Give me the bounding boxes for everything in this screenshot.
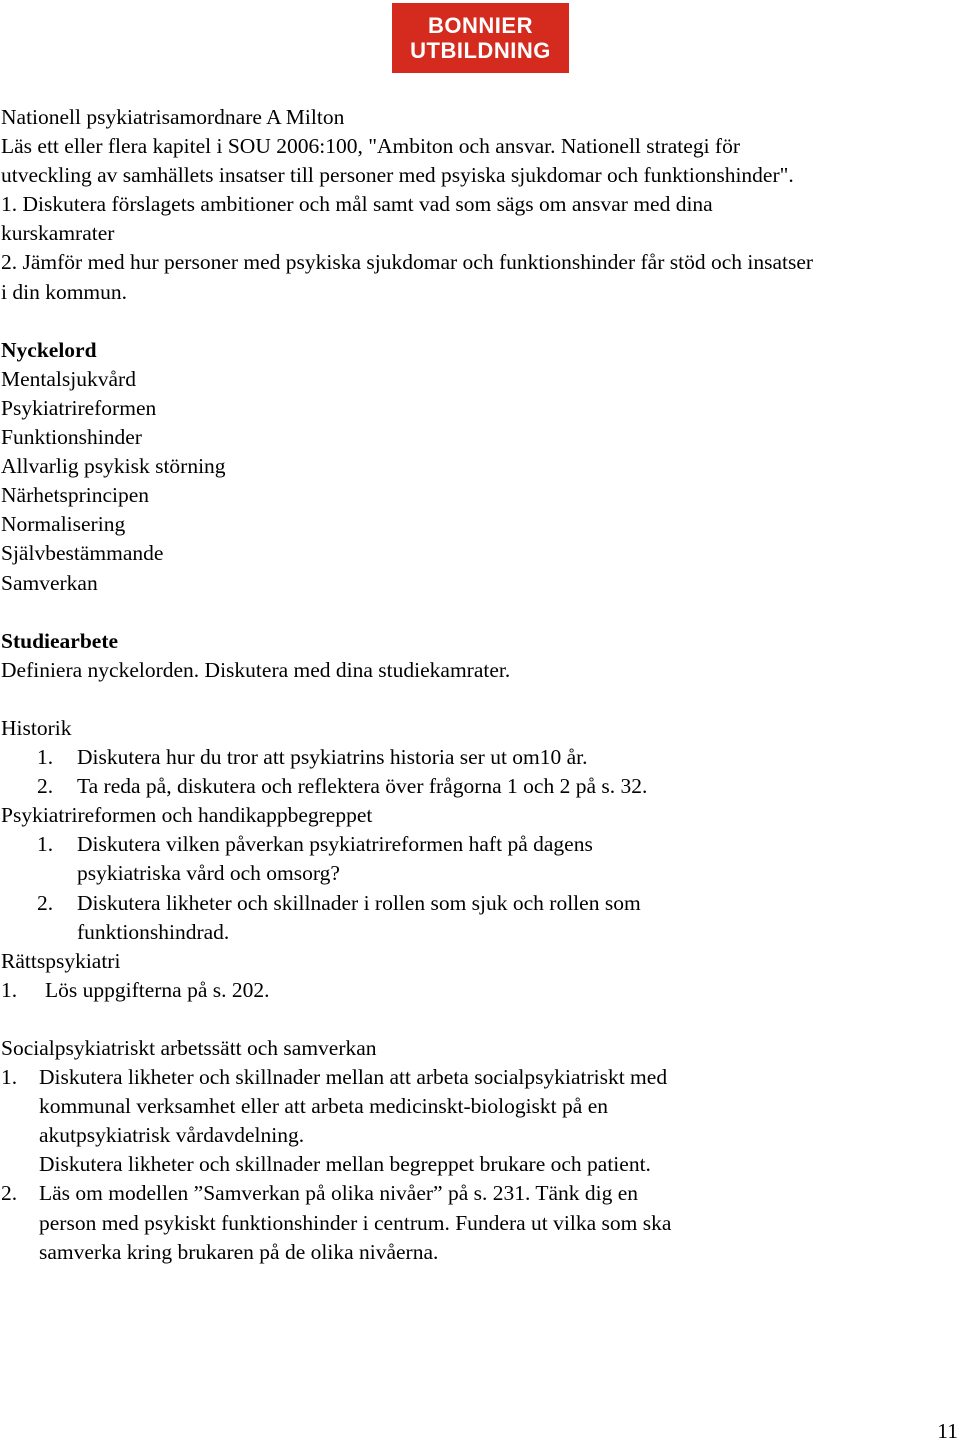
intro-line: 1. Diskutera förslagets ambitioner och mål samt vad som sägs om ansvar med dina xyxy=(1,192,713,217)
item-number: 1. xyxy=(1,1065,18,1090)
study-section xyxy=(1,627,956,685)
intro-line: Läs ett eller flera kapitel i SOU 2006:100, "Ambiton och ansvar. Nationell strategi för xyxy=(1,134,740,159)
reform-item xyxy=(1,830,956,888)
item-text: Diskutera hur du tror att psykiatrins historia ser ut om10 år. xyxy=(77,745,588,770)
keywords-heading: Nyckelord xyxy=(1,337,97,362)
keyword-item: Funktionshinder xyxy=(1,425,142,450)
historik-item xyxy=(1,743,956,772)
intro-section xyxy=(1,103,956,307)
keyword-item: Normalisering xyxy=(1,512,126,537)
item-text: Ta reda på, diskutera och reflektera över frågorna 1 och 2 på s. 32. xyxy=(77,774,648,799)
item-text: samverka kring brukaren på de olika nivåerna. xyxy=(39,1239,439,1264)
item-text: Diskutera likheter och skillnader mellan att arbeta socialpsykiatriskt med xyxy=(39,1065,668,1090)
item-text: Diskutera likheter och skillnader mellan begreppet brukare och patient. xyxy=(39,1152,651,1177)
forensic-item xyxy=(1,976,956,1005)
item-number: 2. xyxy=(37,774,54,799)
historik-heading: Historik xyxy=(1,715,72,740)
historik-section xyxy=(1,714,956,801)
keywords-section xyxy=(1,336,956,598)
item-text: akutpsykiatrisk vårdavdelning. xyxy=(39,1123,305,1148)
item-text: Diskutera likheter och skillnader i rollen som sjuk och rollen som xyxy=(77,890,641,915)
keyword-item: Samverkan xyxy=(1,570,98,595)
keyword-item: Närhetsprincipen xyxy=(1,483,150,508)
social-heading: Socialpsykiatriskt arbetssätt och samverkan xyxy=(1,1036,377,1060)
reform-item xyxy=(1,889,956,947)
historik-item xyxy=(1,772,956,801)
item-number: 1. xyxy=(37,832,54,857)
intro-line: Nationell psykiatrisamordnare A Milton xyxy=(1,105,345,129)
keyword-item: Allvarlig psykisk störning xyxy=(1,454,226,479)
item-text: Diskutera vilken påverkan psykiatrireformen haft på dagens xyxy=(77,832,593,857)
item-number: 2. xyxy=(1,1181,18,1206)
item-text: kommunal verksamhet eller att arbeta medicinskt-biologiskt på en xyxy=(39,1094,608,1119)
reform-section xyxy=(1,801,956,946)
bonnier-utbildning-logo xyxy=(392,3,569,73)
item-text: psykiatriska vård och omsorg? xyxy=(77,861,340,886)
item-text: Lös uppgifterna på s. 202. xyxy=(45,977,270,1002)
intro-line: kurskamrater xyxy=(1,221,115,246)
study-text: Definiera nyckelorden. Diskutera med dina studiekamrater. xyxy=(1,657,511,682)
document-body xyxy=(1,103,956,1267)
keyword-item: Självbestämmande xyxy=(1,541,164,566)
social-item xyxy=(1,1179,956,1266)
item-number: 1. xyxy=(1,977,18,1002)
keyword-item: Mentalsjukvård xyxy=(1,366,136,391)
item-text: Läs om modellen ”Samverkan på olika nivåer” på s. 231. Tänk dig en xyxy=(39,1181,639,1206)
keyword-item: Psykiatrireformen xyxy=(1,395,157,420)
forensic-heading: Rättspsykiatri xyxy=(1,948,121,973)
social-section xyxy=(1,1034,956,1267)
page-number: 11 xyxy=(937,1419,958,1443)
intro-line: 2. Jämför med hur personer med psykiska sjukdomar och funktionshinder får stöd och insatser xyxy=(1,250,814,275)
logo-line-2: UTBILDNING xyxy=(410,38,551,63)
forensic-section xyxy=(1,947,956,1005)
intro-line: utveckling av samhällets insatser till personer med psyiska sjukdomar och funktionshinder". xyxy=(1,163,794,188)
reform-heading: Psykiatrireformen och handikappbegreppet xyxy=(1,803,373,828)
social-item xyxy=(1,1063,956,1179)
item-number: 1. xyxy=(37,745,54,770)
logo-line-1: BONNIER xyxy=(428,13,533,38)
study-heading: Studiearbete xyxy=(1,628,119,653)
item-text: funktionshindrad. xyxy=(77,919,230,944)
item-text: person med psykiskt funktionshinder i centrum. Fundera ut vilka som ska xyxy=(39,1210,672,1235)
item-number: 2. xyxy=(37,890,54,915)
intro-line: i din kommun. xyxy=(1,279,128,304)
